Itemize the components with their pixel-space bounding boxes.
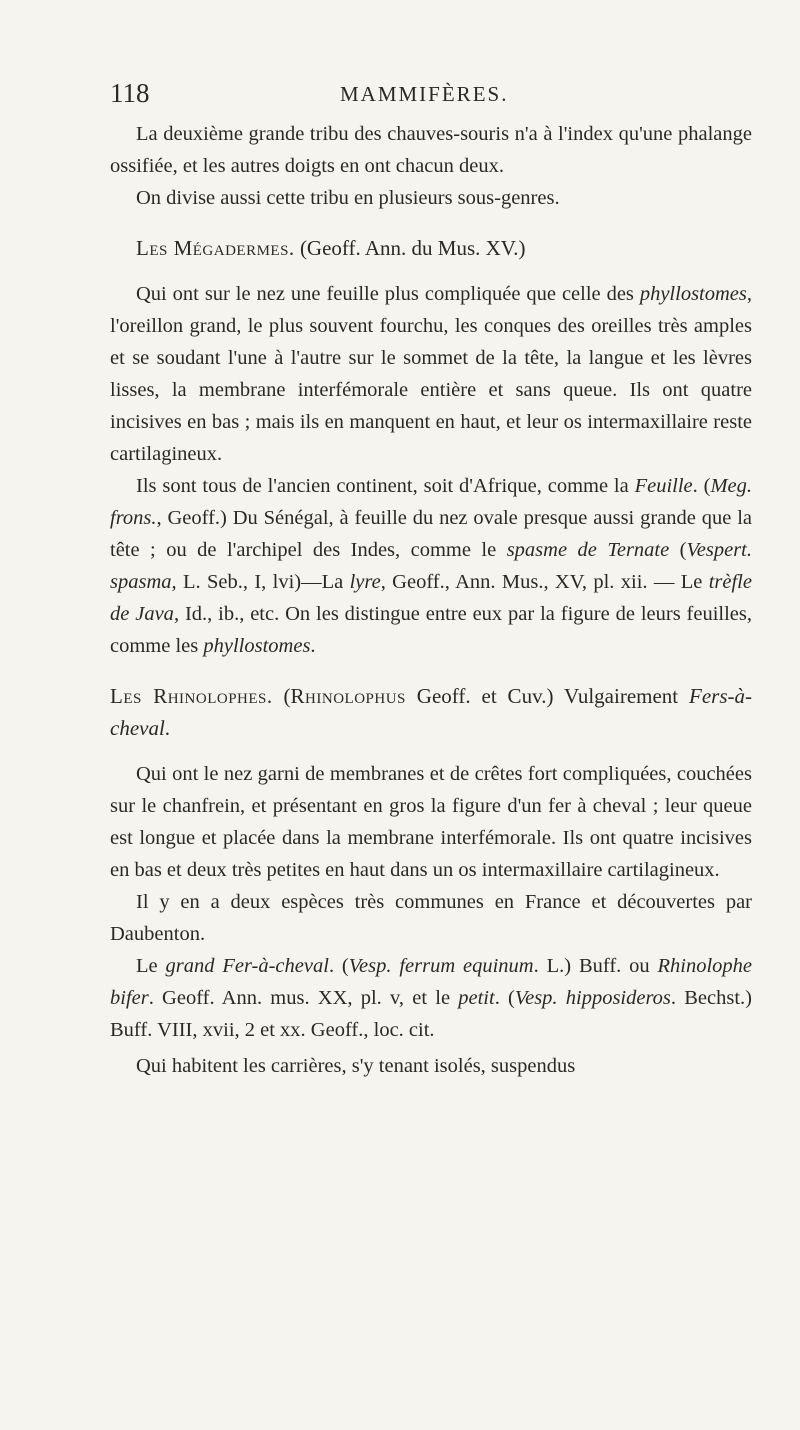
page-header	[110, 78, 750, 118]
paragraph-text: Il y en a deux espèces très communes en France et découvertes par Daubenton.	[110, 891, 752, 945]
paragraph-text: On divise aussi cette tribu en plusieurs sous-genres.	[136, 187, 560, 209]
italic-term: trèfle de Java	[110, 571, 752, 625]
page-number: 118	[110, 78, 150, 108]
italic-term: Fers-à-cheval	[110, 684, 753, 740]
text-body	[110, 118, 752, 1082]
paragraph-text: Qui ont le nez garni de membranes et de crêtes fort compliquées, couchées sur le chanfrein, et présentant en gros la figure d'un fer à cheval ; leur queue est longue et placée dans la membrane interfémorale. Ils ont quatre incisives en bas et deux très petites en haut dans un os intermaxillaire cartilagineux.	[110, 763, 752, 881]
section-title-rhinolophes	[110, 680, 752, 744]
italic-term: petit	[458, 987, 495, 1009]
section-reference: Geoff. et Cuv.) Vulgairement	[405, 684, 690, 708]
section-reference: (Geoff. Ann. du Mus. XV.)	[294, 236, 526, 260]
italic-term: phyllostomes	[203, 635, 311, 657]
paragraph-text: . (	[328, 955, 349, 977]
italic-term: Vesp. hipposideros	[514, 987, 671, 1009]
section-name: Les Mégadermes.	[136, 236, 295, 260]
paragraph-text: (	[669, 539, 687, 561]
paragraph-text: . L.) Buff. ou	[533, 955, 658, 977]
italic-term: Feuille	[634, 475, 693, 497]
paragraph-tribe-intro	[110, 118, 752, 182]
italic-term: Rhinolophe bifer	[110, 955, 753, 1009]
paragraph-text: , Geoff.) Du Sénégal, à feuille du nez ovale presque aussi grande que la tête ; ou de l'archipel des Indes, comme le	[110, 507, 752, 561]
italic-term: spasme de Ternate	[506, 539, 670, 561]
italic-term: phyllostomes	[639, 283, 747, 305]
paragraph-text: Qui habitent les carrières, s'y tenant isolés, suspendus	[136, 1055, 576, 1077]
paragraph-text: , Id., ib., etc. On les distingue entre eux par la figure de leurs feuilles, comme les	[110, 603, 753, 657]
paragraph-text: . (	[692, 475, 711, 497]
paragraph-text: , L. Seb., I, lvi)—La	[171, 571, 350, 593]
paragraph-text: , Geoff., Ann. Mus., XV, pl. xii. — Le	[380, 571, 709, 593]
paragraph-text: Le	[136, 955, 166, 977]
paragraph-subgenera	[110, 182, 752, 214]
italic-term: Vespert. spasma	[110, 539, 752, 593]
paragraph-text: .	[310, 635, 316, 657]
paragraph-text: . Bechst.) Buff. VIII, xvii, 2 et xx. Geoff., loc. cit.	[110, 987, 752, 1041]
section-reference: .	[164, 716, 171, 740]
section-title-megadermes	[110, 232, 752, 264]
paragraph-rhinolophes-species	[110, 950, 752, 1046]
paragraph-rhinolophes-france	[110, 886, 752, 950]
italic-term: grand Fer-à-cheval	[165, 955, 329, 977]
section-name: Les Rhinolophes.	[110, 684, 273, 708]
paragraph-text: La deuxième grande tribu des chauves-souris n'a à l'index qu'une phalange ossifiée, et les autres doigts en ont chacun deux.	[110, 123, 752, 177]
paragraph-text: . Geoff. Ann. mus. XX, pl. v, et le	[148, 987, 459, 1009]
paragraph-rhinolophes-description	[110, 758, 752, 886]
paragraph-text: Ils sont tous de l'ancien continent, soit d'Afrique, comme la	[136, 475, 635, 497]
paragraph-text: , l'oreillon grand, le plus souvent fourchu, les conques des oreilles très amples et se soudant l'une à l'autre sur le sommet de la tête, la langue et les lèvres lisses, la membrane interfémorale entière et sans queue. Ils ont quatre incisives en bas ; mais ils en manquent en haut, et leur os intermaxillaire reste cartilagineux.	[110, 283, 752, 465]
paragraph-text: Qui ont sur le nez une feuille plus compliquée que celle des	[136, 283, 640, 305]
section-reference: (	[272, 684, 291, 708]
italic-term: Vesp. ferrum equinum	[348, 955, 534, 977]
paragraph-megadermes-species	[110, 470, 752, 662]
italic-term: lyre	[349, 571, 381, 593]
paragraph-text: . (	[494, 987, 515, 1009]
paragraph-megadermes-description	[110, 278, 752, 470]
running-head: MAMMIFÈRES.	[340, 82, 509, 106]
paragraph-habitat	[110, 1050, 752, 1082]
section-latin-name: Rhinolophus	[290, 684, 406, 708]
italic-term: Meg. frons.	[110, 475, 753, 529]
